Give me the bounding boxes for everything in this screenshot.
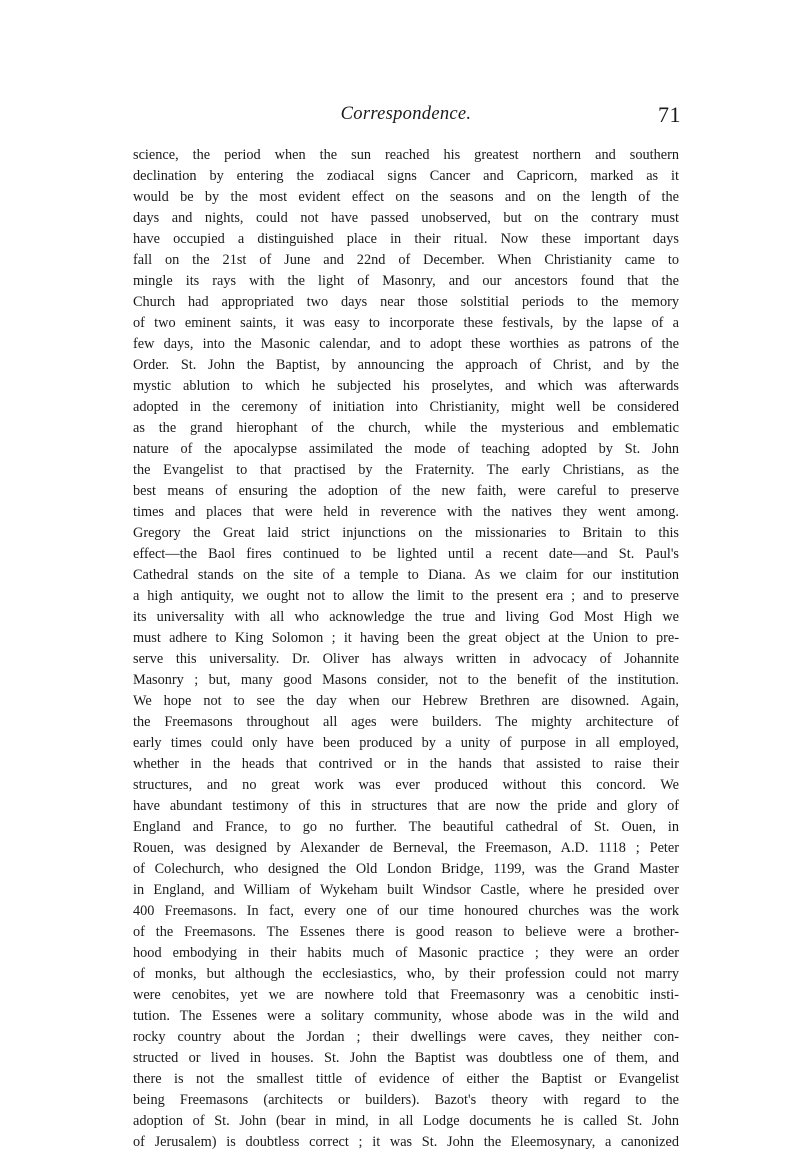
text-line: were cenobites, yet we are nowhere told that Freemasonry was a cenobitic insti- — [133, 987, 679, 1003]
text-line: adoption of St. John (bear in mind, in all Lodge documents he is called St. John — [133, 1113, 679, 1129]
text-line: structures, and no great work was ever produced without this concord. We — [133, 777, 679, 793]
text-line: whether in the heads that contrived or in the hands that assisted to raise their — [133, 756, 679, 772]
page-number: 71 — [658, 102, 681, 127]
text-line: Rouen, was designed by Alexander de Berneval, the Freemason, A.D. 1118 ; Peter — [133, 840, 679, 856]
text-line: fall on the 21st of June and 22nd of December. When Christianity came to — [133, 252, 679, 268]
text-line: Order. St. John the Baptist, by announcing the approach of Christ, and by the — [133, 357, 679, 373]
text-line: the Freemasons throughout all ages were builders. The mighty architecture of — [133, 714, 679, 730]
text-line: of two eminent saints, it was easy to incorporate these festivals, by the lapse of a — [133, 315, 679, 331]
text-line: must adhere to King Solomon ; it having been the great object at the Union to pre- — [133, 630, 679, 646]
text-line: the Evangelist to that practised by the Fraternity. The early Christians, as the — [133, 462, 679, 478]
text-line: have abundant testimony of this in structures that are now the pride and glory of — [133, 798, 679, 814]
text-line: times and places that were held in reverence with the natives they went among. — [133, 504, 679, 520]
text-line: there is not the smallest tittle of evidence of either the Baptist or Evangelist — [133, 1071, 679, 1087]
text-line: of Jerusalem) is doubtless correct ; it was St. John the Eleemosynary, a canonized — [133, 1134, 679, 1150]
text-line: tution. The Essenes were a solitary community, whose abode was in the wild and — [133, 1008, 679, 1024]
text-line: best means of ensuring the adoption of the new faith, were careful to preserve — [133, 483, 679, 499]
text-line: of the Freemasons. The Essenes there is good reason to believe were a brother- — [133, 924, 679, 940]
running-head — [133, 104, 679, 134]
text-line: mingle its rays with the light of Masonry, and our ancestors found that the — [133, 273, 679, 289]
text-line: days and nights, could not have passed unobserved, but on the contrary must — [133, 210, 679, 226]
text-line: in England, and William of Wykeham built Windsor Castle, where he presided over — [133, 882, 679, 898]
text-line: Masonry ; but, many good Masons consider, not to the benefit of the institution. — [133, 672, 679, 688]
text-line: hood embodying in their habits much of Masonic practice ; they were an order — [133, 945, 679, 961]
text-line: would be by the most evident effect on the seasons and on the length of the — [133, 189, 679, 205]
text-line: early times could only have been produced by a unity of purpose in all employed, — [133, 735, 679, 751]
text-line: Cathedral stands on the site of a temple to Diana. As we claim for our institution — [133, 567, 679, 583]
text-line: We hope not to see the day when our Hebrew Brethren are disowned. Again, — [133, 693, 679, 709]
text-line: a high antiquity, we ought not to allow the limit to the present era ; and to preserve — [133, 588, 679, 604]
text-line: declination by entering the zodiacal signs Cancer and Capricorn, marked as it — [133, 168, 679, 184]
text-line: mystic ablution to which he subjected his proselytes, and which was afterwards — [133, 378, 679, 394]
text-line: of Colechurch, who designed the Old London Bridge, 1199, was the Grand Master — [133, 861, 679, 877]
text-line: Church had appropriated two days near those solstitial periods to the memory — [133, 294, 679, 310]
text-line: serve this universality. Dr. Oliver has always written in advocacy of Johannite — [133, 651, 679, 667]
text-line: 400 Freemasons. In fact, every one of our time honoured churches was the work — [133, 903, 679, 919]
text-line: as the grand hierophant of the church, while the mysterious and emblematic — [133, 420, 679, 436]
text-line: nature of the apocalypse assimilated the mode of teaching adopted by St. John — [133, 441, 679, 457]
body-text — [133, 145, 679, 1153]
text-line: adopted in the ceremony of initiation into Christianity, might well be considered — [133, 399, 679, 415]
text-line: Gregory the Great laid strict injunctions on the missionaries to Britain to this — [133, 525, 679, 541]
text-line: its universality with all who acknowledge the true and living God Most High we — [133, 609, 679, 625]
text-line: effect—the Baol fires continued to be lighted until a recent date—and St. Paul's — [133, 546, 679, 562]
text-line: being Freemasons (architects or builders). Bazot's theory with regard to the — [133, 1092, 679, 1108]
text-line: of monks, but although the ecclesiastics, who, by their profession could not marry — [133, 966, 679, 982]
text-line: structed or lived in houses. St. John the Baptist was doubtless one of them, and — [133, 1050, 679, 1066]
text-line: science, the period when the sun reached his greatest northern and southern — [133, 147, 679, 163]
running-title: Correspondence. — [340, 104, 472, 124]
text-line: few days, into the Masonic calendar, and to adopt these worthies as patrons of the — [133, 336, 679, 352]
text-line: rocky country about the Jordan ; their dwellings were caves, they neither con- — [133, 1029, 679, 1045]
text-line: have occupied a distinguished place in their ritual. Now these important days — [133, 231, 679, 247]
text-line: England and France, to go no further. The beautiful cathedral of St. Ouen, in — [133, 819, 679, 835]
